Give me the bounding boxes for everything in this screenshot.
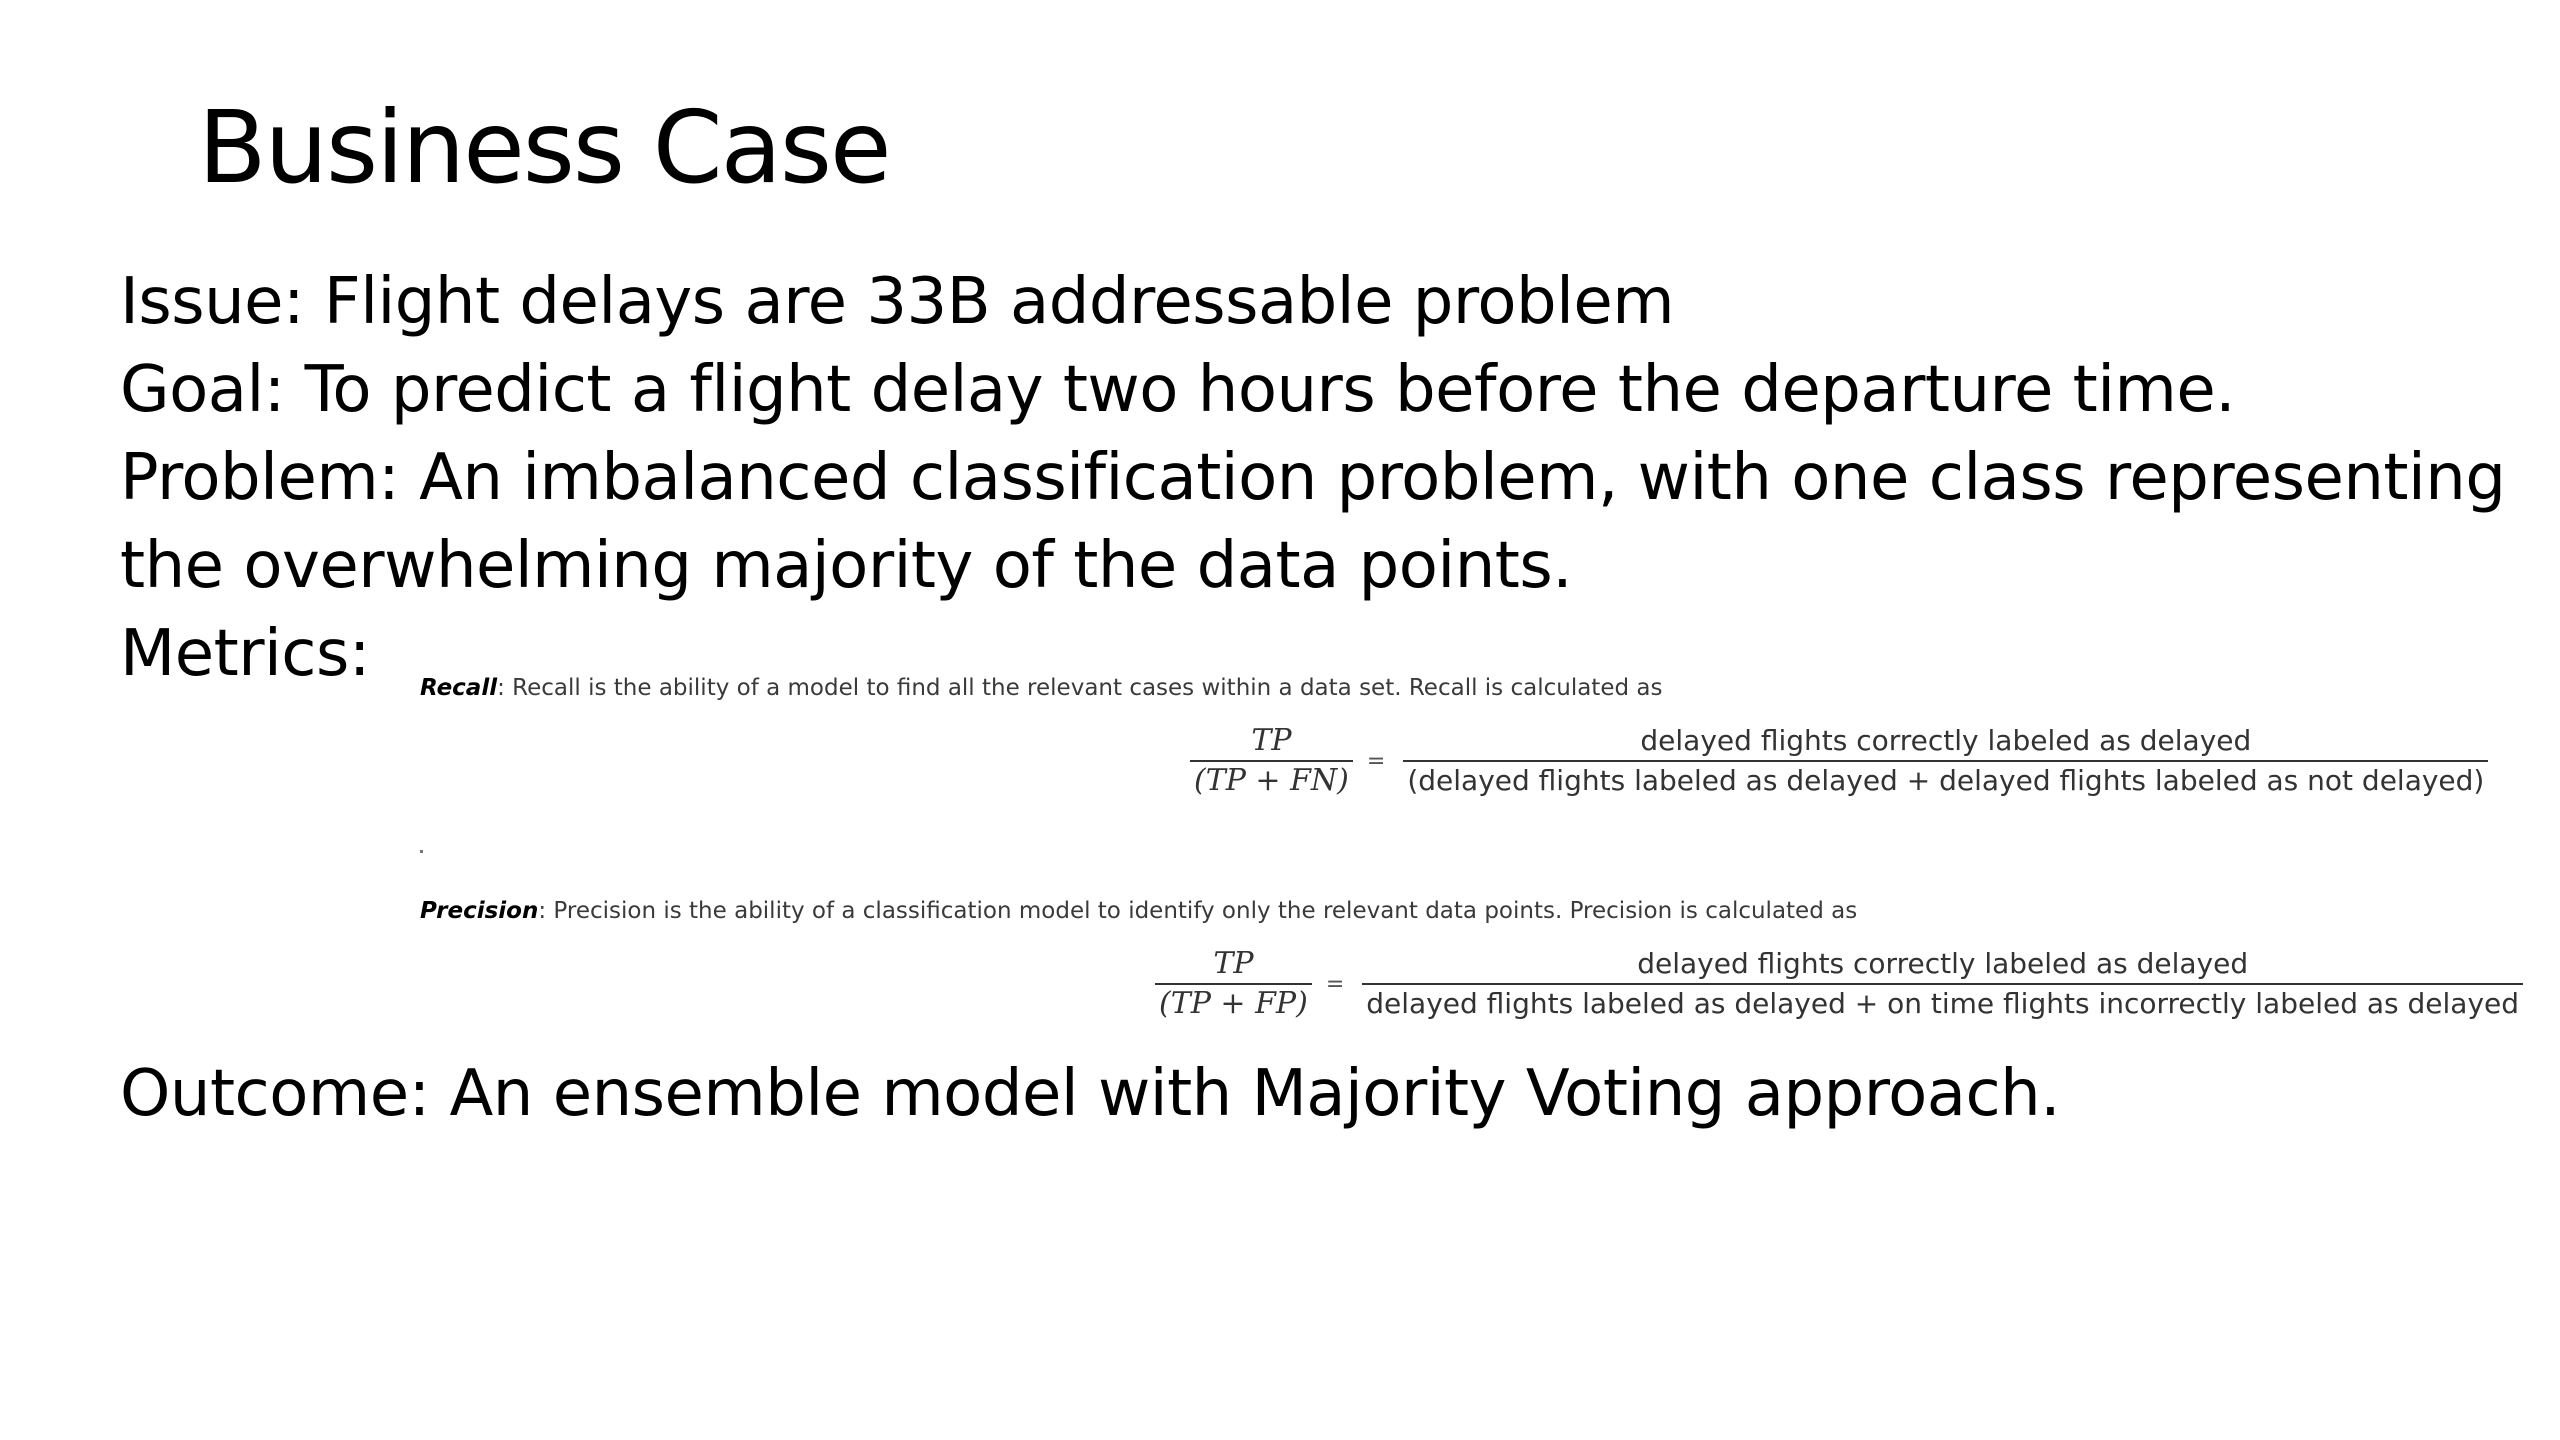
problem-line-2: the overwhelming majority of the data points. bbox=[120, 529, 1573, 603]
recall-math-fraction bbox=[1190, 722, 1353, 800]
precision-term: Precision bbox=[420, 898, 539, 924]
recall-words-denominator: (delayed flights labeled as delayed + delayed flights labeled as not delayed) bbox=[1407, 764, 2485, 797]
recall-math-numerator: TP bbox=[1251, 723, 1292, 758]
recall-formula bbox=[1190, 722, 2488, 800]
precision-math-numerator: TP bbox=[1213, 946, 1254, 981]
recall-equals-sign: = bbox=[1366, 748, 1386, 774]
metrics-label: Metrics: bbox=[120, 617, 370, 691]
recall-math-denominator: (TP + FN) bbox=[1194, 763, 1349, 798]
precision-math-denominator: (TP + FP) bbox=[1159, 986, 1308, 1021]
precision-math-fraction bbox=[1155, 945, 1312, 1023]
recall-words-numerator: delayed flights correctly labeled as delayed bbox=[1640, 724, 2252, 757]
goal-line: Goal: To predict a flight delay two hours before the departure time. bbox=[120, 353, 2236, 427]
precision-equals-sign: = bbox=[1325, 971, 1345, 997]
recall-words-fraction bbox=[1403, 722, 2488, 800]
outcome-line: Outcome: An ensemble model with Majority Voting approach. bbox=[120, 1057, 2061, 1131]
recall-term: Recall bbox=[420, 675, 498, 701]
stray-dot bbox=[420, 850, 423, 853]
problem-line-1: Problem: An imbalanced classification problem, with one class representing bbox=[120, 441, 2506, 515]
issue-line: Issue: Flight delays are 33B addressable problem bbox=[120, 265, 1675, 339]
precision-formula bbox=[1155, 945, 2523, 1023]
recall-definition bbox=[420, 673, 1662, 703]
precision-definition bbox=[420, 896, 1857, 926]
precision-definition-text: : Precision is the ability of a classification model to identify only the relevant data points. Precision is calculated as bbox=[538, 898, 1858, 924]
recall-definition-text: : Recall is the ability of a model to find all the relevant cases within a data set. Recall is calculated as bbox=[497, 675, 1663, 701]
slide-title: Business Case bbox=[198, 89, 890, 206]
precision-words-denominator: delayed flights labeled as delayed + on time flights incorrectly labeled as delayed bbox=[1366, 987, 2520, 1020]
precision-words-fraction bbox=[1362, 945, 2523, 1023]
precision-words-numerator: delayed flights correctly labeled as delayed bbox=[1637, 947, 2249, 980]
